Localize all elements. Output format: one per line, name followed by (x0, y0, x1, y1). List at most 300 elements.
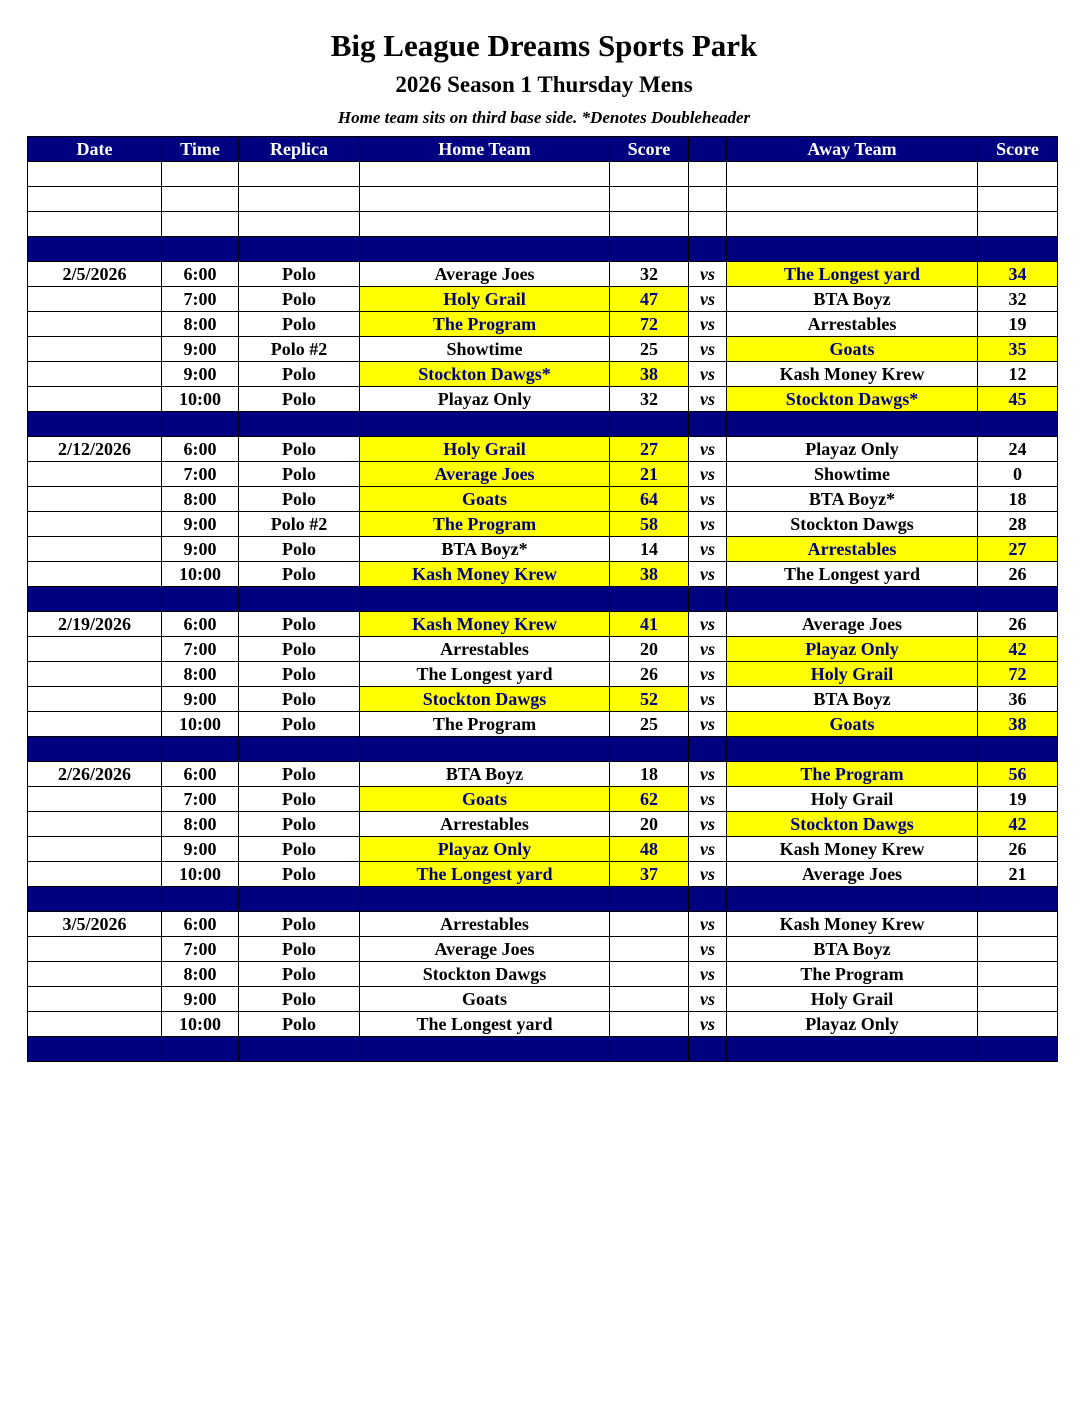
home-team-cell: Stockton Dawgs* (360, 362, 610, 387)
time-cell: 9:00 (162, 537, 239, 562)
time-cell: 10:00 (162, 387, 239, 412)
away-team-cell: Holy Grail (727, 787, 978, 812)
away-score-cell (978, 1012, 1058, 1037)
empty-cell (239, 187, 360, 212)
vs-cell: vs (689, 612, 727, 637)
date-cell (28, 637, 162, 662)
col-header-home-team: Home Team (360, 137, 610, 162)
home-team-cell: Arrestables (360, 812, 610, 837)
away-score-cell: 32 (978, 287, 1058, 312)
home-score-cell: 32 (610, 387, 689, 412)
away-score-cell: 38 (978, 712, 1058, 737)
date-cell (28, 862, 162, 887)
away-score-cell: 34 (978, 262, 1058, 287)
game-row (28, 512, 1058, 537)
replica-cell: Polo (239, 812, 360, 837)
page-subtitle: 2026 Season 1 Thursday Mens (395, 72, 693, 97)
home-score-cell: 62 (610, 787, 689, 812)
away-team-cell: BTA Boyz (727, 287, 978, 312)
time-cell: 7:00 (162, 287, 239, 312)
vs-cell: vs (689, 937, 727, 962)
home-score-cell: 37 (610, 862, 689, 887)
band-cell (689, 237, 727, 262)
away-team-cell: Arrestables (727, 537, 978, 562)
empty-cell (28, 187, 162, 212)
replica-cell: Polo (239, 437, 360, 462)
game-row (28, 987, 1058, 1012)
home-team-cell: BTA Boyz* (360, 537, 610, 562)
away-team-cell: Playaz Only (727, 637, 978, 662)
replica-cell: Polo (239, 262, 360, 287)
band-cell (978, 1037, 1058, 1062)
time-cell: 10:00 (162, 1012, 239, 1037)
game-row (28, 287, 1058, 312)
band-cell (689, 587, 727, 612)
empty-cell (239, 212, 360, 237)
band-cell (978, 887, 1058, 912)
empty-cell (978, 212, 1058, 237)
replica-cell: Polo (239, 487, 360, 512)
date-cell (28, 287, 162, 312)
band-cell (610, 587, 689, 612)
home-score-cell (610, 937, 689, 962)
vs-cell: vs (689, 262, 727, 287)
col-header-vs (689, 137, 727, 162)
home-team-cell: Holy Grail (360, 287, 610, 312)
empty-cell (610, 212, 689, 237)
away-team-cell: BTA Boyz* (727, 487, 978, 512)
replica-cell: Polo (239, 937, 360, 962)
vs-cell: vs (689, 662, 727, 687)
game-row (28, 712, 1058, 737)
empty-cell (689, 212, 727, 237)
replica-cell: Polo (239, 962, 360, 987)
time-cell: 6:00 (162, 762, 239, 787)
empty-cell (162, 212, 239, 237)
time-cell: 9:00 (162, 337, 239, 362)
band-cell (360, 887, 610, 912)
replica-cell: Polo (239, 462, 360, 487)
home-team-cell: The Program (360, 712, 610, 737)
away-team-cell: Kash Money Krew (727, 912, 978, 937)
home-score-cell (610, 1012, 689, 1037)
band-cell (28, 887, 162, 912)
band-cell (239, 737, 360, 762)
replica-cell: Polo (239, 837, 360, 862)
away-score-cell: 26 (978, 562, 1058, 587)
date-cell (28, 787, 162, 812)
replica-cell: Polo (239, 562, 360, 587)
vs-cell: vs (689, 362, 727, 387)
time-cell: 10:00 (162, 712, 239, 737)
band-cell (689, 1037, 727, 1062)
band-cell (162, 737, 239, 762)
band-cell (162, 412, 239, 437)
empty-cell (610, 187, 689, 212)
replica-cell: Polo (239, 537, 360, 562)
band-cell (28, 587, 162, 612)
empty-cell (360, 187, 610, 212)
col-header-away-team: Away Team (727, 137, 978, 162)
away-team-cell: Stockton Dawgs* (727, 387, 978, 412)
time-cell: 8:00 (162, 312, 239, 337)
time-cell: 6:00 (162, 612, 239, 637)
date-cell (28, 962, 162, 987)
replica-cell: Polo (239, 662, 360, 687)
game-row (28, 1012, 1058, 1037)
home-team-cell: BTA Boyz (360, 762, 610, 787)
away-score-cell: 28 (978, 512, 1058, 537)
band-cell (162, 1037, 239, 1062)
band-cell (978, 737, 1058, 762)
away-score-cell (978, 937, 1058, 962)
band-cell (978, 237, 1058, 262)
vs-cell: vs (689, 312, 727, 337)
replica-cell: Polo (239, 287, 360, 312)
empty-cell (727, 212, 978, 237)
empty-cell (978, 162, 1058, 187)
date-cell: 2/26/2026 (28, 762, 162, 787)
away-score-cell (978, 912, 1058, 937)
home-team-cell: The Longest yard (360, 662, 610, 687)
game-row (28, 812, 1058, 837)
game-row (28, 262, 1058, 287)
date-cell (28, 1012, 162, 1037)
blank-row (28, 162, 1058, 187)
away-team-cell: Arrestables (727, 312, 978, 337)
blank-row (28, 187, 1058, 212)
home-team-cell: Kash Money Krew (360, 562, 610, 587)
home-team-cell: The Program (360, 312, 610, 337)
empty-cell (28, 162, 162, 187)
band-cell (360, 737, 610, 762)
away-score-cell: 18 (978, 487, 1058, 512)
band-cell (610, 1037, 689, 1062)
vs-cell: vs (689, 437, 727, 462)
date-cell (28, 337, 162, 362)
empty-cell (239, 162, 360, 187)
away-team-cell: Holy Grail (727, 987, 978, 1012)
away-team-cell: The Program (727, 762, 978, 787)
home-team-cell: Goats (360, 987, 610, 1012)
home-score-cell: 14 (610, 537, 689, 562)
away-score-cell (978, 962, 1058, 987)
replica-cell: Polo (239, 387, 360, 412)
home-score-cell: 20 (610, 812, 689, 837)
replica-cell: Polo (239, 612, 360, 637)
band-cell (610, 237, 689, 262)
vs-cell: vs (689, 687, 727, 712)
away-score-cell: 27 (978, 537, 1058, 562)
home-team-cell: Stockton Dawgs (360, 687, 610, 712)
home-team-cell: Arrestables (360, 912, 610, 937)
game-row (28, 862, 1058, 887)
band-cell (727, 737, 978, 762)
date-cell: 2/12/2026 (28, 437, 162, 462)
home-score-cell: 58 (610, 512, 689, 537)
band-cell (689, 412, 727, 437)
empty-cell (360, 162, 610, 187)
away-score-cell: 56 (978, 762, 1058, 787)
time-cell: 7:00 (162, 787, 239, 812)
away-team-cell: Playaz Only (727, 1012, 978, 1037)
separator-band (28, 887, 1058, 912)
vs-cell: vs (689, 487, 727, 512)
game-row (28, 962, 1058, 987)
away-score-cell: 0 (978, 462, 1058, 487)
time-cell: 9:00 (162, 837, 239, 862)
schedule-table (27, 136, 1058, 1062)
home-score-cell: 21 (610, 462, 689, 487)
home-score-cell: 41 (610, 612, 689, 637)
game-row (28, 612, 1058, 637)
home-score-cell: 38 (610, 362, 689, 387)
home-score-cell (610, 912, 689, 937)
vs-cell: vs (689, 337, 727, 362)
vs-cell: vs (689, 1012, 727, 1037)
time-cell: 9:00 (162, 687, 239, 712)
band-cell (689, 887, 727, 912)
game-row (28, 762, 1058, 787)
time-cell: 6:00 (162, 437, 239, 462)
home-team-cell: Average Joes (360, 262, 610, 287)
game-row (28, 537, 1058, 562)
date-cell (28, 312, 162, 337)
away-score-cell: 26 (978, 837, 1058, 862)
date-cell: 2/5/2026 (28, 262, 162, 287)
away-score-cell (978, 987, 1058, 1012)
band-cell (610, 412, 689, 437)
away-team-cell: BTA Boyz (727, 687, 978, 712)
game-row (28, 362, 1058, 387)
home-team-cell: Stockton Dawgs (360, 962, 610, 987)
game-row (28, 387, 1058, 412)
band-cell (727, 237, 978, 262)
schedule-body (28, 162, 1058, 1062)
band-cell (978, 587, 1058, 612)
home-team-cell: Goats (360, 487, 610, 512)
game-row (28, 837, 1058, 862)
away-score-cell: 12 (978, 362, 1058, 387)
away-team-cell: Holy Grail (727, 662, 978, 687)
game-row (28, 437, 1058, 462)
band-cell (978, 412, 1058, 437)
game-row (28, 562, 1058, 587)
vs-cell: vs (689, 962, 727, 987)
time-cell: 7:00 (162, 637, 239, 662)
band-cell (727, 887, 978, 912)
vs-cell: vs (689, 862, 727, 887)
away-score-cell: 45 (978, 387, 1058, 412)
home-score-cell: 72 (610, 312, 689, 337)
replica-cell: Polo (239, 987, 360, 1012)
away-team-cell: Showtime (727, 462, 978, 487)
band-cell (360, 1037, 610, 1062)
away-team-cell: The Program (727, 962, 978, 987)
game-row (28, 687, 1058, 712)
time-cell: 10:00 (162, 562, 239, 587)
empty-cell (689, 187, 727, 212)
vs-cell: vs (689, 987, 727, 1012)
away-team-cell: Playaz Only (727, 437, 978, 462)
vs-cell: vs (689, 637, 727, 662)
vs-cell: vs (689, 512, 727, 537)
replica-cell: Polo (239, 712, 360, 737)
game-row (28, 637, 1058, 662)
home-score-cell: 25 (610, 337, 689, 362)
band-cell (727, 412, 978, 437)
game-row (28, 487, 1058, 512)
time-cell: 9:00 (162, 512, 239, 537)
time-cell: 9:00 (162, 987, 239, 1012)
away-score-cell: 26 (978, 612, 1058, 637)
home-score-cell: 18 (610, 762, 689, 787)
replica-cell: Polo (239, 312, 360, 337)
band-cell (28, 412, 162, 437)
time-cell: 9:00 (162, 362, 239, 387)
away-score-cell: 24 (978, 437, 1058, 462)
empty-cell (978, 187, 1058, 212)
home-team-cell: The Program (360, 512, 610, 537)
away-team-cell: The Longest yard (727, 262, 978, 287)
home-team-cell: Average Joes (360, 937, 610, 962)
home-score-cell: 64 (610, 487, 689, 512)
away-score-cell: 36 (978, 687, 1058, 712)
home-score-cell: 25 (610, 712, 689, 737)
separator-band (28, 1037, 1058, 1062)
date-cell (28, 937, 162, 962)
home-team-cell: Kash Money Krew (360, 612, 610, 637)
replica-cell: Polo (239, 762, 360, 787)
game-row (28, 312, 1058, 337)
replica-cell: Polo (239, 687, 360, 712)
separator-band (28, 237, 1058, 262)
band-cell (239, 412, 360, 437)
game-row (28, 787, 1058, 812)
home-score-cell: 32 (610, 262, 689, 287)
band-cell (162, 887, 239, 912)
vs-cell: vs (689, 562, 727, 587)
col-header-replica: Replica (239, 137, 360, 162)
vs-cell: vs (689, 387, 727, 412)
time-cell: 8:00 (162, 812, 239, 837)
band-cell (610, 887, 689, 912)
col-header-time: Time (162, 137, 239, 162)
empty-cell (689, 162, 727, 187)
game-row (28, 937, 1058, 962)
home-score-cell: 47 (610, 287, 689, 312)
empty-cell (610, 162, 689, 187)
replica-cell: Polo #2 (239, 337, 360, 362)
empty-cell (162, 162, 239, 187)
home-score-cell: 20 (610, 637, 689, 662)
home-team-cell: Playaz Only (360, 837, 610, 862)
away-team-cell: The Longest yard (727, 562, 978, 587)
vs-cell: vs (689, 762, 727, 787)
date-cell (28, 487, 162, 512)
home-team-cell: Showtime (360, 337, 610, 362)
away-score-cell: 19 (978, 787, 1058, 812)
date-cell (28, 512, 162, 537)
date-cell (28, 712, 162, 737)
empty-cell (727, 162, 978, 187)
vs-cell: vs (689, 787, 727, 812)
band-cell (28, 1037, 162, 1062)
vs-cell: vs (689, 537, 727, 562)
home-team-cell: Arrestables (360, 637, 610, 662)
blank-row (28, 212, 1058, 237)
empty-cell (727, 187, 978, 212)
band-cell (360, 587, 610, 612)
replica-cell: Polo (239, 637, 360, 662)
home-team-cell: Playaz Only (360, 387, 610, 412)
col-header-away-score: Score (978, 137, 1058, 162)
home-score-cell (610, 962, 689, 987)
date-cell (28, 562, 162, 587)
away-score-cell: 72 (978, 662, 1058, 687)
empty-cell (162, 187, 239, 212)
away-score-cell: 35 (978, 337, 1058, 362)
away-team-cell: BTA Boyz (727, 937, 978, 962)
date-cell (28, 537, 162, 562)
vs-cell: vs (689, 812, 727, 837)
band-cell (239, 887, 360, 912)
away-team-cell: Stockton Dawgs (727, 512, 978, 537)
replica-cell: Polo (239, 912, 360, 937)
away-team-cell: Goats (727, 712, 978, 737)
time-cell: 8:00 (162, 487, 239, 512)
band-cell (689, 737, 727, 762)
band-cell (28, 237, 162, 262)
home-score-cell: 38 (610, 562, 689, 587)
schedule-note: Home team sits on third base side. *Denotes Doubleheader (337, 108, 751, 127)
band-cell (239, 1037, 360, 1062)
home-score-cell: 26 (610, 662, 689, 687)
time-cell: 6:00 (162, 262, 239, 287)
separator-band (28, 737, 1058, 762)
away-team-cell: Average Joes (727, 612, 978, 637)
time-cell: 8:00 (162, 662, 239, 687)
replica-cell: Polo #2 (239, 512, 360, 537)
vs-cell: vs (689, 912, 727, 937)
vs-cell: vs (689, 287, 727, 312)
away-team-cell: Average Joes (727, 862, 978, 887)
away-team-cell: Kash Money Krew (727, 362, 978, 387)
vs-cell: vs (689, 462, 727, 487)
band-cell (162, 237, 239, 262)
empty-cell (360, 212, 610, 237)
band-cell (610, 737, 689, 762)
separator-band (28, 587, 1058, 612)
band-cell (360, 412, 610, 437)
date-cell (28, 387, 162, 412)
empty-cell (28, 212, 162, 237)
game-row (28, 462, 1058, 487)
home-score-cell: 48 (610, 837, 689, 862)
home-team-cell: Holy Grail (360, 437, 610, 462)
separator-band (28, 412, 1058, 437)
away-team-cell: Stockton Dawgs (727, 812, 978, 837)
band-cell (360, 237, 610, 262)
vs-cell: vs (689, 837, 727, 862)
away-team-cell: Goats (727, 337, 978, 362)
date-cell (28, 812, 162, 837)
col-header-home-score: Score (610, 137, 689, 162)
replica-cell: Polo (239, 787, 360, 812)
home-team-cell: Goats (360, 787, 610, 812)
vs-cell: vs (689, 712, 727, 737)
game-row (28, 337, 1058, 362)
